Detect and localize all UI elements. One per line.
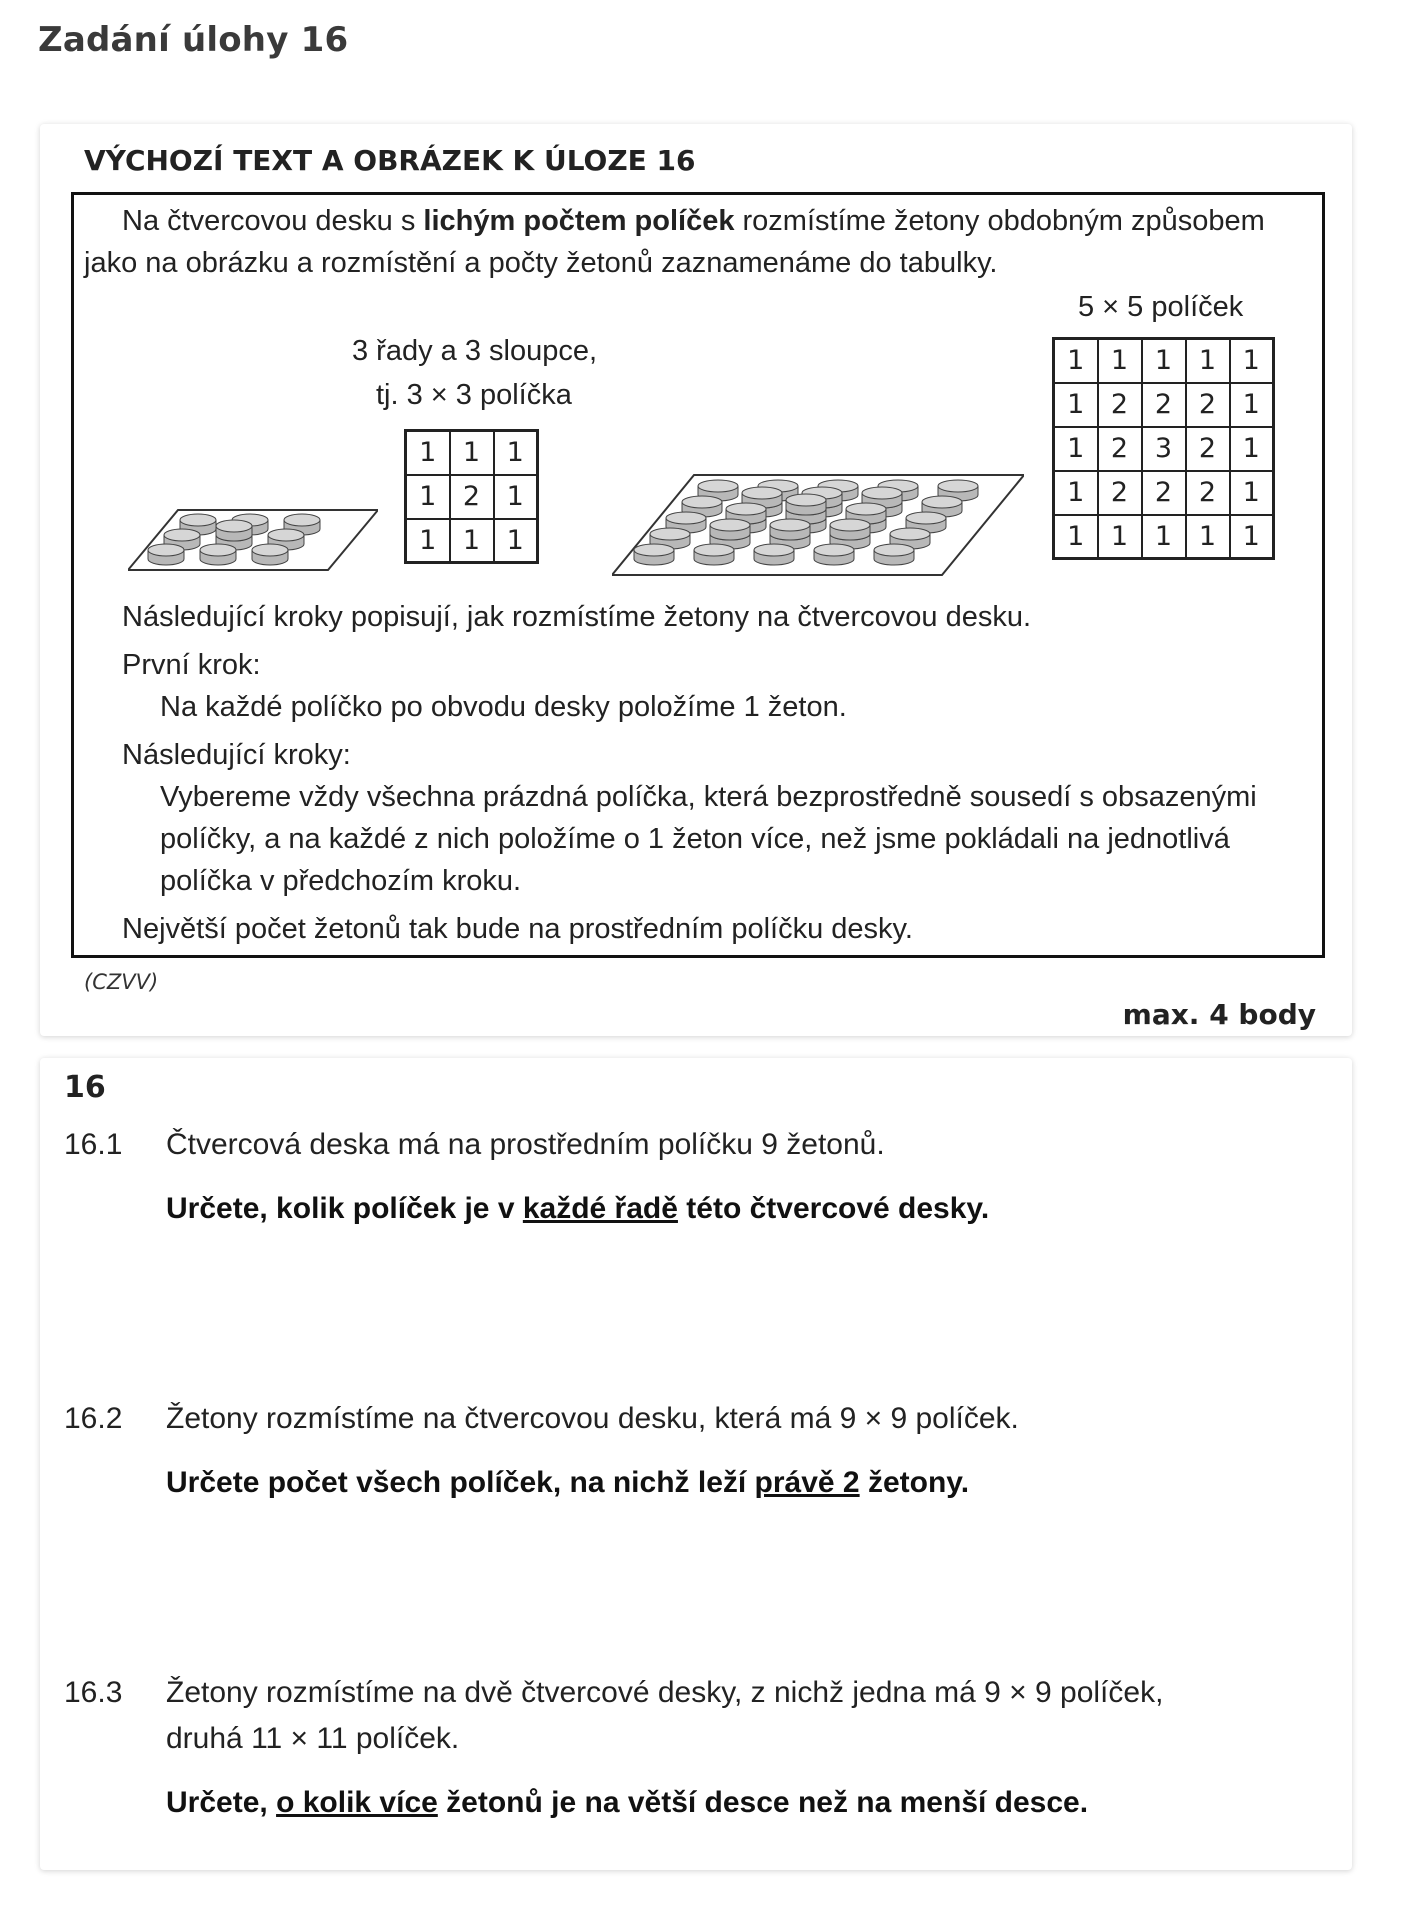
grid-cell: 2 bbox=[1098, 471, 1142, 515]
grid-row bbox=[1054, 427, 1274, 471]
q1-task-underlined: každé řadě bbox=[522, 1192, 678, 1225]
q2-task bbox=[166, 1466, 969, 1500]
grid-cell: 1 bbox=[406, 475, 450, 519]
q3-task-b: žetonů je na větší desce než na menší desce. bbox=[437, 1786, 1089, 1819]
token-top bbox=[786, 494, 826, 506]
token-top bbox=[890, 528, 930, 540]
grid-cell: 1 bbox=[1230, 427, 1274, 471]
grid-cell: 2 bbox=[450, 475, 494, 519]
intro-paragraph-line2: jako na obrázku a rozmístění a počty žetonů zaznamenáme do tabulky. bbox=[84, 247, 998, 279]
q3-task-a: Určete, bbox=[166, 1786, 277, 1819]
questions-card bbox=[40, 1058, 1352, 1870]
steps-intro: Následující kroky popisují, jak rozmístíme žetony na čtvercovou desku. bbox=[122, 601, 1032, 633]
grid-cell: 1 bbox=[1054, 515, 1098, 559]
q1-task bbox=[166, 1192, 989, 1226]
source-note: (CZVV) bbox=[84, 970, 159, 994]
q1-task-a: Určete, kolik políček je v bbox=[166, 1192, 523, 1225]
q1-text: Čtvercová deska má na prostředním políčku 9 žetonů. bbox=[166, 1128, 885, 1161]
token-top bbox=[710, 519, 750, 531]
token-top bbox=[148, 544, 184, 556]
label-3x3-line2: tj. 3 × 3 políčka bbox=[376, 379, 572, 411]
intro-text-a: Na čtvercovou desku s bbox=[122, 205, 424, 237]
token-top bbox=[698, 480, 738, 492]
q3-task bbox=[166, 1786, 1088, 1820]
label-3x3-line1: 3 řady a 3 sloupce, bbox=[352, 335, 598, 367]
q3-task-underlined: o kolik více bbox=[276, 1786, 438, 1819]
intro-text-bold: lichým počtem políček bbox=[423, 205, 735, 237]
q1-id: 16.1 bbox=[64, 1128, 123, 1161]
board-3x3-illustration bbox=[128, 445, 378, 575]
max-points: max. 4 body bbox=[1122, 998, 1316, 1031]
grid-cell: 2 bbox=[1142, 471, 1186, 515]
token-top bbox=[634, 544, 674, 556]
grid-5x5-table bbox=[1052, 337, 1275, 560]
token-top bbox=[862, 487, 902, 499]
grid-row bbox=[406, 475, 538, 519]
q3-id: 16.3 bbox=[64, 1676, 123, 1709]
grid-row bbox=[406, 431, 538, 475]
next-steps-line1: Vybereme vždy všechna prázdná políčka, která bezprostředně sousedí s obsazenými bbox=[160, 781, 1257, 813]
q1-task-b: této čtvercové desky. bbox=[677, 1192, 990, 1225]
grid-row bbox=[1054, 471, 1274, 515]
next-steps-label: Následující kroky: bbox=[122, 739, 351, 771]
token-top bbox=[830, 519, 870, 531]
q3-text-line2: druhá 11 × 11 políček. bbox=[166, 1722, 460, 1755]
grid-cell: 1 bbox=[406, 519, 450, 563]
q2-task-b: žetony. bbox=[859, 1466, 970, 1499]
token-top bbox=[726, 503, 766, 515]
token-top bbox=[650, 528, 690, 540]
grid-cell: 2 bbox=[1186, 471, 1230, 515]
grid-row bbox=[1054, 339, 1274, 383]
conclusion: Největší počet žetonů tak bude na prostředním políčku desky. bbox=[122, 913, 913, 945]
grid-cell: 2 bbox=[1098, 427, 1142, 471]
grid-3x3-table bbox=[404, 429, 539, 564]
grid-cell: 1 bbox=[494, 431, 538, 475]
token-top bbox=[874, 544, 914, 556]
grid-cell: 3 bbox=[1142, 427, 1186, 471]
grid-cell: 1 bbox=[1054, 471, 1098, 515]
grid-cell: 1 bbox=[494, 475, 538, 519]
question-number: 16 bbox=[64, 1070, 106, 1105]
q3-text-line1: Žetony rozmístíme na dvě čtvercové desky, z nichž jedna má 9 × 9 políček, bbox=[166, 1676, 1164, 1709]
intro-card bbox=[40, 124, 1352, 1036]
grid-cell: 1 bbox=[1142, 339, 1186, 383]
grid-row bbox=[1054, 383, 1274, 427]
q2-task-a: Určete počet všech políček, na nichž leží bbox=[166, 1466, 755, 1499]
token-top bbox=[164, 529, 200, 541]
grid-cell: 2 bbox=[1142, 383, 1186, 427]
grid-cell: 2 bbox=[1186, 427, 1230, 471]
grid-cell: 2 bbox=[1186, 383, 1230, 427]
grid-cell: 1 bbox=[450, 519, 494, 563]
token-top bbox=[200, 544, 236, 556]
intro-paragraph bbox=[122, 205, 1265, 238]
grid-cell: 1 bbox=[1230, 515, 1274, 559]
next-steps-line2: políčky, a na každé z nich položíme o 1 žeton více, než jsme pokládali na jednotlivá bbox=[160, 823, 1230, 855]
token-top bbox=[666, 512, 706, 524]
grid-cell: 1 bbox=[450, 431, 494, 475]
token-top bbox=[770, 519, 810, 531]
intro-text-b: rozmístíme žetony obdobným způsobem bbox=[734, 205, 1265, 237]
q2-text: Žetony rozmístíme na čtvercovou desku, která má 9 × 9 políček. bbox=[166, 1402, 1019, 1435]
token-top bbox=[754, 544, 794, 556]
grid-cell: 1 bbox=[494, 519, 538, 563]
token-top bbox=[252, 544, 288, 556]
grid-row bbox=[1054, 515, 1274, 559]
token-top bbox=[216, 520, 252, 532]
grid-cell: 1 bbox=[1098, 339, 1142, 383]
next-steps-line3: políčka v předchozím kroku. bbox=[160, 865, 522, 897]
grid-cell: 1 bbox=[1186, 339, 1230, 383]
grid-cell: 1 bbox=[1054, 427, 1098, 471]
intro-text-box bbox=[71, 192, 1325, 958]
token-top bbox=[694, 544, 734, 556]
grid-row bbox=[406, 519, 538, 563]
page-title: Zadání úlohy 16 bbox=[38, 20, 349, 60]
token-top bbox=[268, 529, 304, 541]
first-step-text: Na každé políčko po obvodu desky položíme 1 žeton. bbox=[160, 691, 847, 723]
token-top bbox=[284, 514, 320, 526]
q2-id: 16.2 bbox=[64, 1402, 123, 1435]
token-top bbox=[742, 487, 782, 499]
grid-cell: 1 bbox=[1186, 515, 1230, 559]
grid-cell: 1 bbox=[1142, 515, 1186, 559]
token-top bbox=[906, 512, 946, 524]
token-top bbox=[180, 514, 216, 526]
intro-heading: VÝCHOZÍ TEXT A OBRÁZEK K ÚLOZE 16 bbox=[84, 144, 696, 177]
token-top bbox=[814, 544, 854, 556]
first-step-label: První krok: bbox=[122, 649, 261, 681]
token-top bbox=[938, 480, 978, 492]
grid-cell: 2 bbox=[1098, 383, 1142, 427]
grid-cell: 1 bbox=[1230, 383, 1274, 427]
grid-cell: 1 bbox=[1098, 515, 1142, 559]
grid-cell: 1 bbox=[1054, 383, 1098, 427]
grid-cell: 1 bbox=[1230, 339, 1274, 383]
grid-cell: 1 bbox=[1054, 339, 1098, 383]
grid-cell: 1 bbox=[406, 431, 450, 475]
token-top bbox=[682, 496, 722, 508]
token-top bbox=[922, 496, 962, 508]
board-5x5-illustration bbox=[612, 405, 1024, 580]
q2-task-underlined: právě 2 bbox=[754, 1466, 860, 1499]
grid-cell: 1 bbox=[1230, 471, 1274, 515]
label-5x5: 5 × 5 políček bbox=[1078, 291, 1244, 323]
token-top bbox=[846, 503, 886, 515]
